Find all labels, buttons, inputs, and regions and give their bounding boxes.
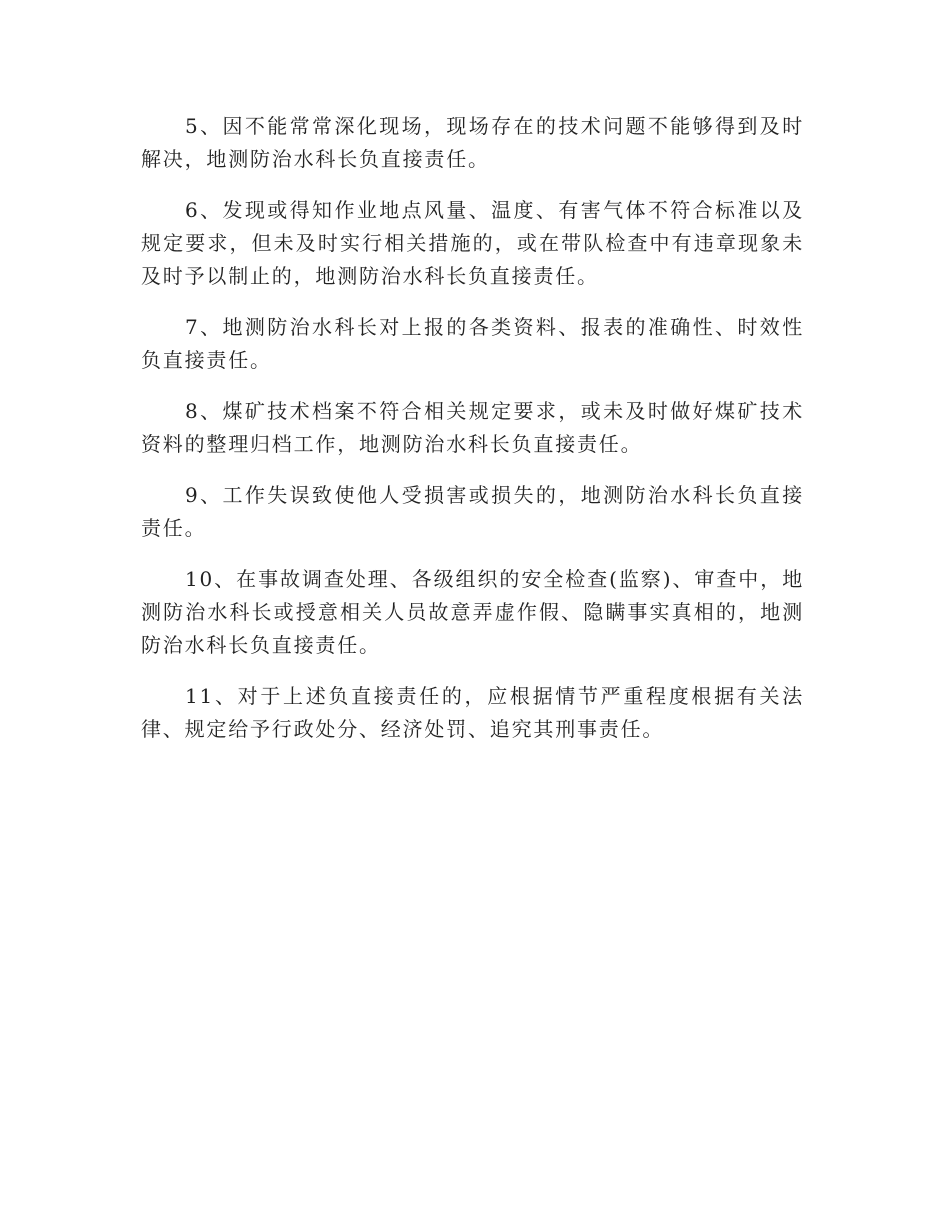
paragraph-9: 9、工作失误致使他人受损害或损失的，地测防治水科长负直接责任。 [141,483,804,540]
paragraph-11: 11、对于上述负直接责任的，应根据情节严重程度根据有关法律、规定给予行政处分、经济处罚、追究其刑事责任。 [141,684,804,741]
paragraph-6: 6、发现或得知作业地点风量、温度、有害气体不符合标准以及规定要求，但未及时实行相关措施的，或在带队检查中有违章现象未及时予以制止的，地测防治水科长负直接责任。 [141,198,804,288]
paragraph-10: 10、在事故调查处理、各级组织的安全检查(监察)、审查中，地测防治水科长或授意相关人员故意弄虚作假、隐瞒事实真相的，地测防治水科长负直接责任。 [141,567,804,657]
paragraph-8: 8、煤矿技术档案不符合相关规定要求，或未及时做好煤矿技术资料的整理归档工作，地测防治水科长负直接责任。 [141,399,804,456]
paragraph-7: 7、地测防治水科长对上报的各类资料、报表的准确性、时效性负直接责任。 [141,315,804,372]
document-body [141,110,804,764]
paragraph-5: 5、因不能常常深化现场，现场存在的技术问题不能够得到及时解决，地测防治水科长负直接责任。 [141,114,804,171]
